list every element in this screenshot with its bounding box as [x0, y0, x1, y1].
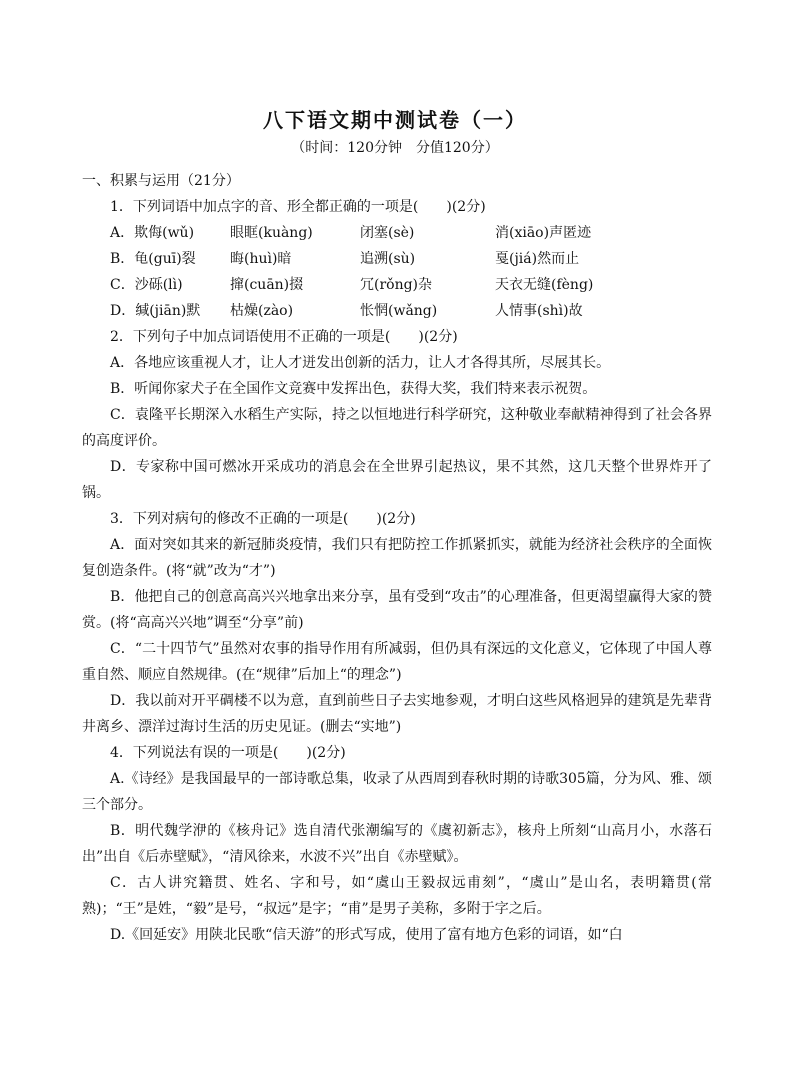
page-title: 八下语文期中测试卷（一）	[263, 108, 527, 132]
q1-option-b-4: 戛(jiá)然而止	[495, 251, 580, 267]
question-4-stem: 4．下列说法有误的一项是( )(2分)	[110, 745, 346, 761]
question-2-option-d: D．专家称中国可燃冰开采成功的消息会在全世界引起热议，果不其然，这几天整个世界炸开了锅。	[82, 459, 712, 501]
question-1-stem: 1．下列词语中加点字的音、形全都正确的一项是( )(2分)	[110, 199, 486, 215]
question-3-option-d: D．我以前对开平碉楼不以为意，直到前些日子去实地参观，才明白这些风格迥异的建筑是先辈背井离乡、漂洋过海讨生活的历史见证。(删去“实地”)	[82, 693, 712, 735]
question-1-options	[82, 220, 712, 324]
q1-option-d-1: D．缄(jiān)默	[110, 303, 201, 319]
q1-option-c-1: C．沙砾(lì)	[110, 277, 183, 293]
section-heading: 一、积累与运用（21分）	[82, 173, 240, 189]
question-2-option-b: B．听闻你家犬子在全国作文竞赛中发挥出色，获得大奖，我们特来表示祝贺。	[110, 381, 597, 397]
exam-content	[82, 168, 712, 948]
q1-option-b-1: B．龟(guī)裂	[110, 251, 196, 267]
q1-option-a-1: A．欺侮(wǔ)	[110, 225, 195, 241]
q1-option-d-2: 枯燥(zào)	[230, 303, 294, 319]
q1-option-b-3: 追溯(sù)	[360, 251, 416, 267]
question-4-option-c: C．古人讲究籍贯、姓名、字和号，如“虞山王毅叔远甫刻”，“虞山”是山名，表明籍贯(常熟)；“王”是姓，“毅”是号，“叔远”是字；“甫”是男子美称，多附于字之后。	[82, 875, 712, 917]
question-2-option-c: C．袁隆平长期深入水稻生产实际，持之以恒地进行科学研究，这种敬业奉献精神得到了社会各界的高度评价。	[82, 407, 712, 449]
q1-option-a-4: 消(xiāo)声匿迹	[495, 225, 592, 241]
q1-option-c-4: 天衣无缝(fèng)	[495, 277, 594, 293]
question-2-option-a: A．各地应该重视人才，让人才迸发出创新的活力，让人才各得其所，尽展其长。	[110, 355, 611, 371]
q1-option-d-4: 人情事(shì)故	[495, 303, 583, 319]
question-2-stem: 2．下列句子中加点词语使用不正确的一项是( )(2分)	[110, 329, 458, 345]
question-4-option-b: B．明代魏学洢的《核舟记》选自清代张潮编写的《虞初新志》，核舟上所刻“山高月小，水落石出”出自《后赤壁赋》，“清风徐来，水波不兴”出自《赤壁赋》。	[82, 823, 712, 865]
question-3-option-c: C．“二十四节气”虽然对农事的指导作用有所减弱，但仍具有深远的文化意义，它体现了中国人尊重自然、顺应自然规律。(在“规律”后加上“的理念”)	[82, 641, 712, 683]
q1-option-c-2: 撺(cuān)掇	[230, 277, 304, 293]
q1-option-a-3: 闭塞(sè)	[360, 225, 415, 241]
question-4-option-d: D.《回延安》用陕北民歌“信天游”的形式写成，使用了富有地方色彩的词语，如“白	[110, 927, 623, 943]
q1-option-c-3: 冗(rǒng)杂	[360, 277, 433, 293]
question-3-option-b: B．他把自己的创意高高兴兴地拿出来分享，虽有受到“攻击”的心理准备，但更渴望赢得大家的赞赏。(将“高高兴兴地”调至“分享”前)	[82, 589, 712, 631]
q1-option-d-3: 怅惘(wǎng)	[360, 303, 438, 319]
question-3-stem: 3．下列对病句的修改不正确的一项是( )(2分)	[110, 511, 416, 527]
exam-info: （时间：120分钟 分值120分）	[291, 140, 499, 156]
q1-option-a-2: 眼眶(kuàng)	[230, 225, 313, 241]
q1-option-b-2: 晦(huì)暗	[230, 251, 292, 267]
question-4-option-a: A.《诗经》是我国最早的一部诗歌总集，收录了从西周到春秋时期的诗歌305篇，分为风、雅、颂三个部分。	[82, 771, 712, 813]
question-3-option-a: A．面对突如其来的新冠肺炎疫情，我们只有把防控工作抓紧抓实，就能为经济社会秩序的全面恢复创造条件。(将“就”改为“才”)	[82, 537, 712, 579]
